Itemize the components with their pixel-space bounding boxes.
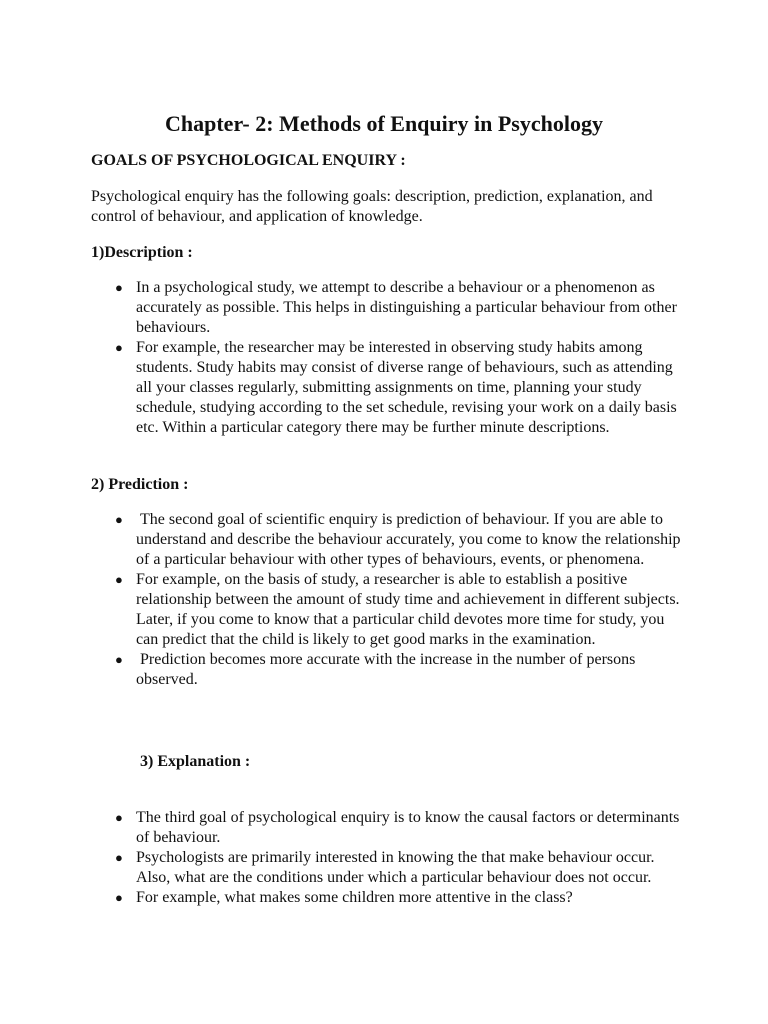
list-item	[115, 808, 684, 848]
list-item-text: Psychologists are primarily interested in knowing the that make behaviour occur. Also, what are the conditions under which a particular behaviour does not occur.	[136, 849, 655, 886]
bullet-icon: ●	[115, 340, 123, 355]
bullet-icon: ●	[115, 512, 123, 527]
section-heading-prediction: 2) Prediction :	[91, 476, 189, 493]
list-item-text: For example, what makes some children more attentive in the class?	[136, 889, 573, 906]
list-item	[115, 510, 685, 570]
list-item	[115, 278, 684, 338]
prediction-list	[115, 510, 685, 690]
intro-paragraph: Psychological enquiry has the following goals: description, prediction, explanation, and control of behaviour, and application of knowledge.	[91, 188, 653, 225]
list-item	[115, 650, 684, 690]
bullet-icon: ●	[115, 280, 123, 295]
page-title: Chapter- 2: Methods of Enquiry in Psychology	[165, 111, 603, 136]
list-item	[115, 338, 684, 438]
list-item-text: The second goal of scientific enquiry is prediction of behaviour. If you are able to understand and describe the behaviour accurately, you come to know the relationship of a particular behaviour with other types of behaviours, events, or phenomena.	[136, 511, 685, 568]
bullet-icon: ●	[115, 652, 123, 667]
list-item-text: In a psychological study, we attempt to describe a behaviour or a phenomenon as accurately as possible. This helps in distinguishing a particular behaviour from other behaviours.	[136, 279, 677, 336]
list-item-text: The third goal of psychological enquiry is to know the causal factors or determinants of behaviour.	[136, 809, 680, 846]
list-item-text: For example, on the basis of study, a researcher is able to establish a positive relationship between the amount of study time and achievement in different subjects. Later, if you come to know that a particular child devotes more time for study, you can predict that the child is likely to get good marks in the examination.	[136, 571, 680, 648]
description-list	[115, 278, 684, 438]
goals-heading: GOALS OF PSYCHOLOGICAL ENQUIRY :	[91, 152, 406, 169]
list-item	[115, 570, 684, 650]
section-heading-description: 1)Description :	[91, 244, 193, 261]
section-heading-explanation: 3) Explanation :	[140, 753, 251, 770]
list-item	[115, 848, 684, 888]
bullet-icon: ●	[115, 850, 123, 865]
bullet-icon: ●	[115, 572, 123, 587]
explanation-list	[115, 808, 684, 908]
list-item	[115, 888, 684, 908]
bullet-icon: ●	[115, 810, 123, 825]
list-item-text: For example, the researcher may be interested in observing study habits among students. Study habits may consist of diverse range of behaviours, such as attending all your classes regularly, submitting assignments on time, planning your study schedule, studying according to the set schedule, revising your work on a daily basis etc. Within a particular category there may be further minute descriptions.	[136, 339, 677, 436]
bullet-icon: ●	[115, 890, 123, 905]
list-item-text: Prediction becomes more accurate with the increase in the number of persons observed.	[136, 651, 640, 688]
